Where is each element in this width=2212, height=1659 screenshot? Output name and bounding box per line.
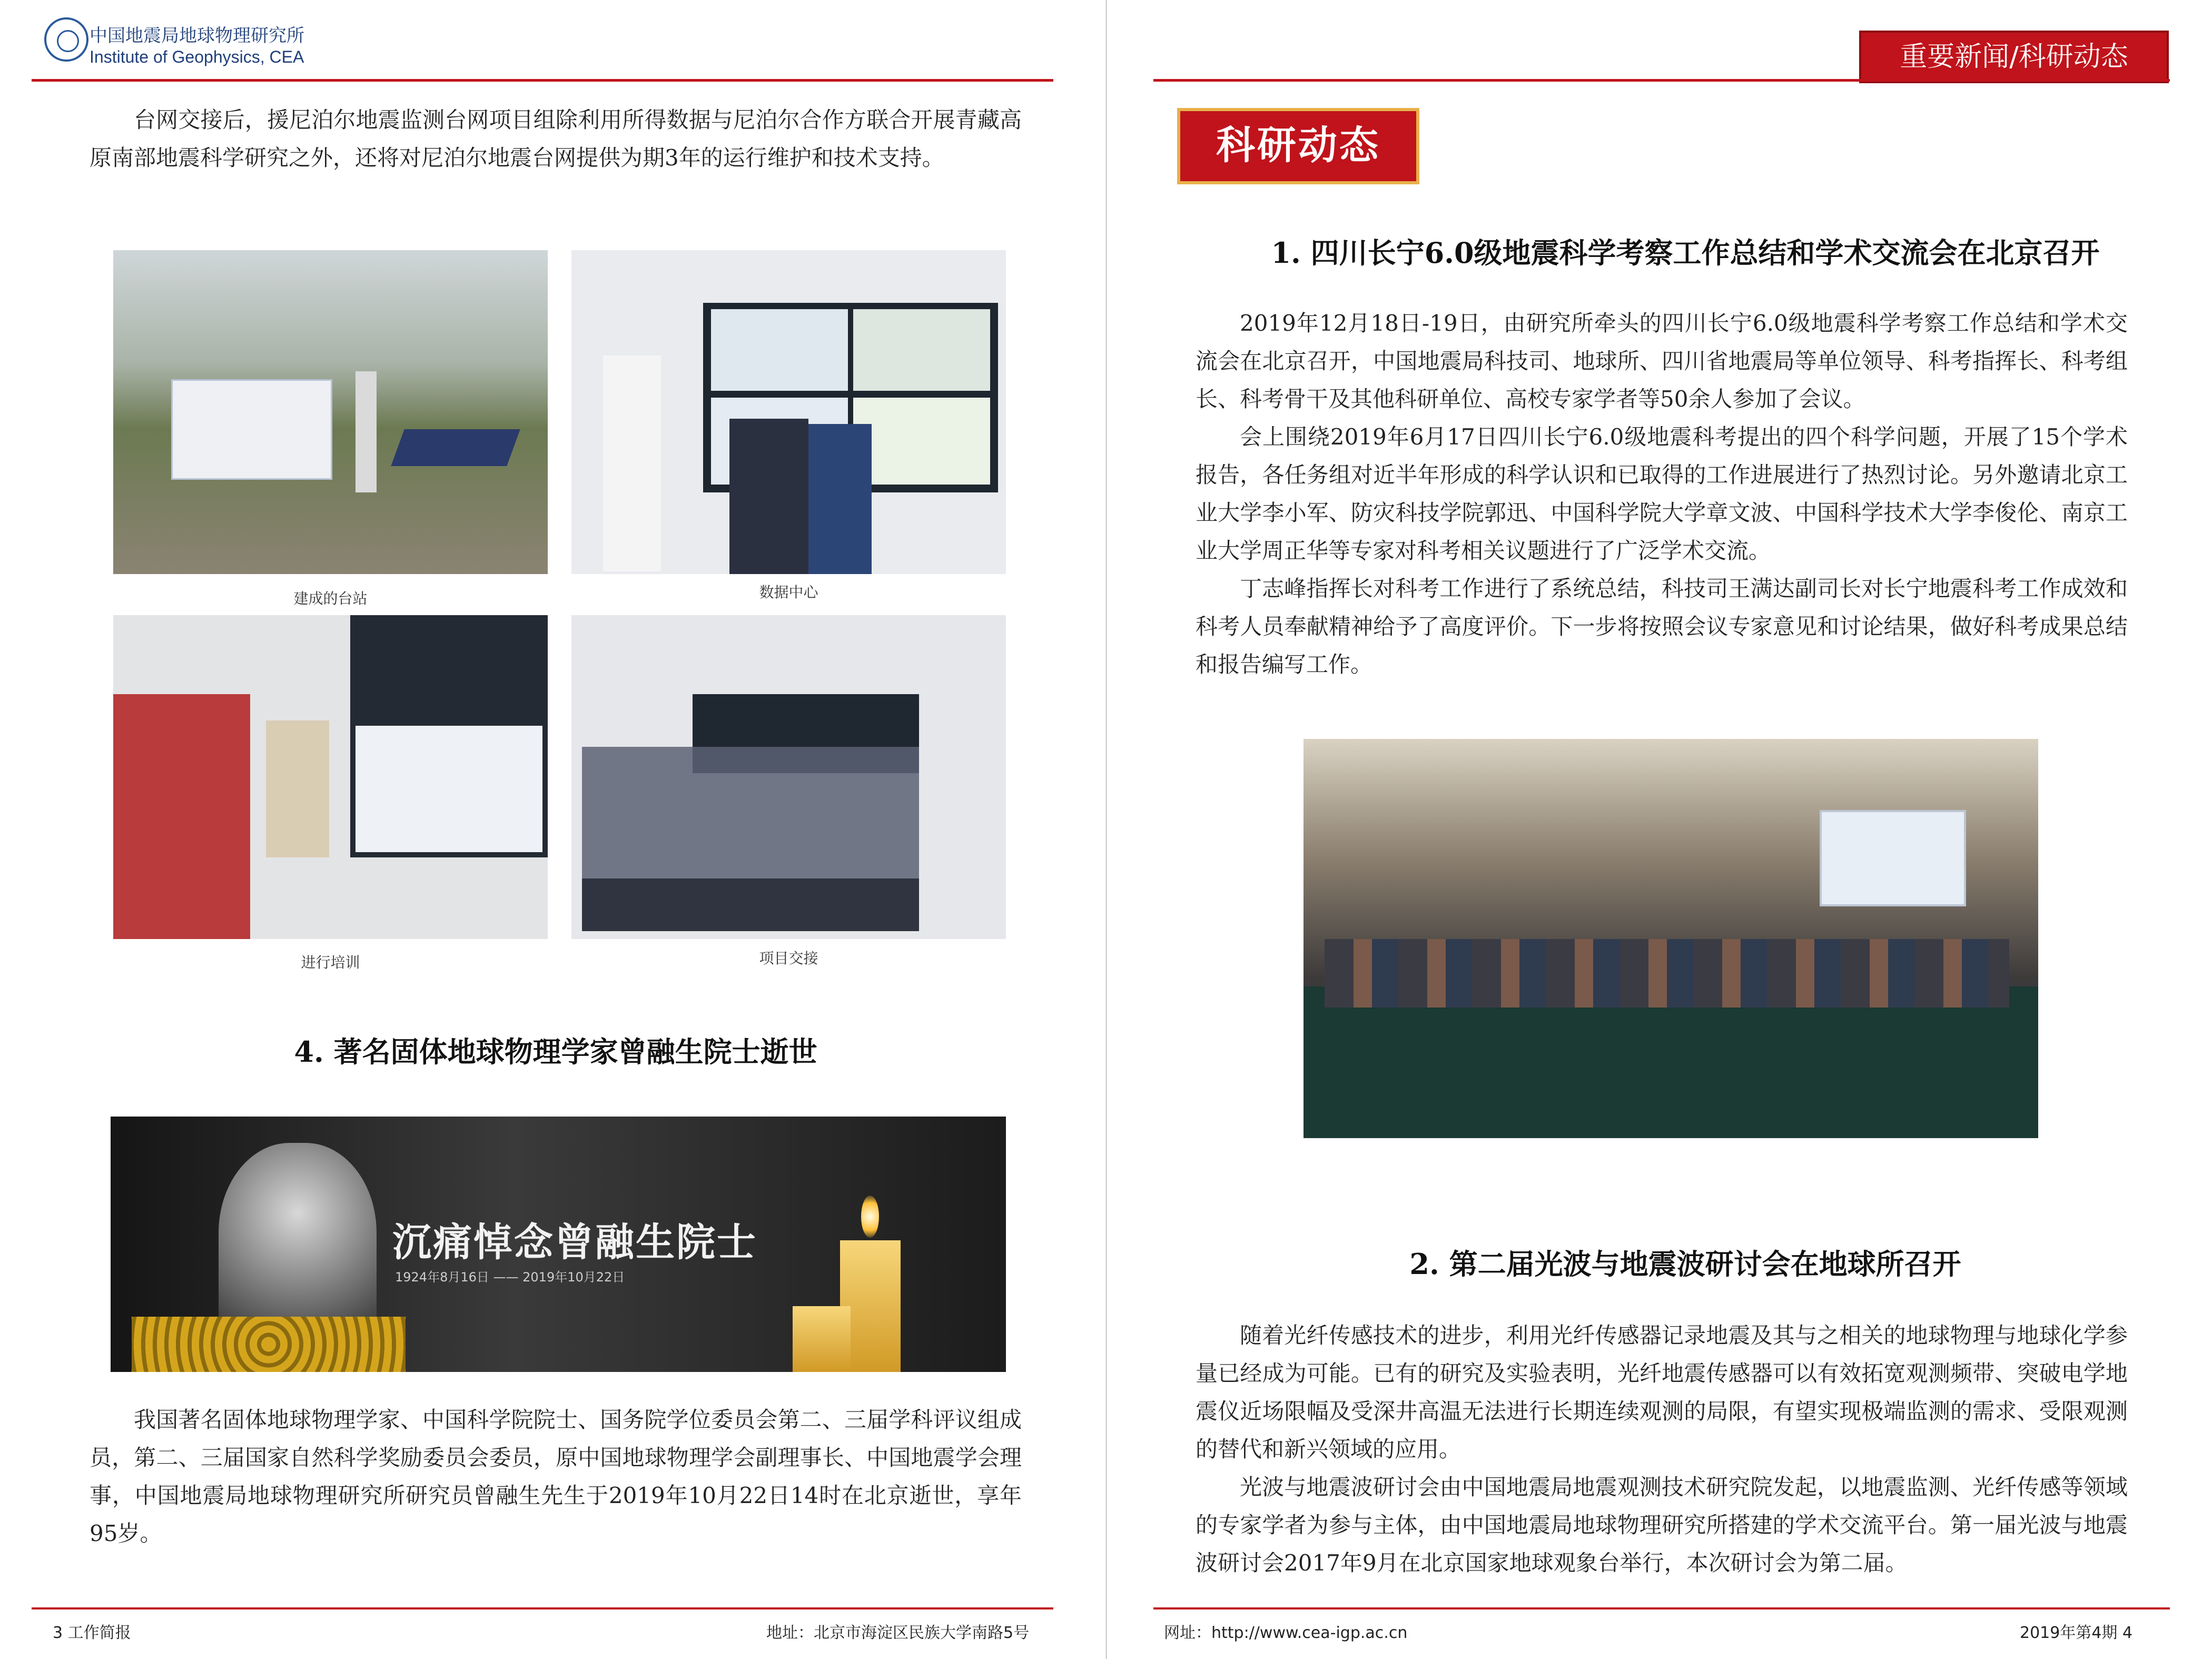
article1-body <box>1196 304 2128 684</box>
section-tag <box>1859 31 2169 83</box>
section4-title: 4. 著名固体地球物理学家曾融生院士逝世 <box>294 1035 817 1069</box>
candle-small-icon <box>793 1306 851 1372</box>
org-name-en: Institute of Geophysics, CEA <box>90 47 304 66</box>
footer-page-number: 3 工作简报 <box>53 1624 131 1642</box>
header-divider <box>32 79 1053 82</box>
org-name-cn: 中国地震局地球物理研究所 <box>90 25 304 46</box>
obituary-paragraph: 我国著名固体地球物理学家、中国科学院院士、国务院学位委员会第二、三届学科评议组成员，第二、三届国家自然科学奖励委员会委员，原中国地球物理学会副理事长、中国地震学会理事，中国地震局地球物理研究所研究员曾融生先生于2019年10月22日14时在北京逝世，享年95岁。 <box>90 1407 1022 1546</box>
photo-project-handover <box>571 615 1006 939</box>
photo-completed-station <box>113 250 548 574</box>
section-tag-label: 重要新闻/科研动态 <box>1900 41 2128 73</box>
memorial-banner <box>111 1117 1006 1372</box>
article2-paragraph: 随着光纤传感技术的进步，利用光纤传感器记录地震及其与之相关的地球物理与地球化学参量已经成为可能。已有的研究及实验表明，光纤地震传感器可以有效拓宽观测频带、突破电学地震仪近场限幅及受深井高温无法进行长期连续观测的局限，有望实现极端监测的需求、受限观测的替代和新兴领域的应用。 <box>1196 1322 2128 1462</box>
caption-project-handover: 项目交接 <box>759 950 818 967</box>
photo-meeting <box>1303 739 2038 1138</box>
research-banner <box>1177 108 1419 184</box>
intro-paragraph: 台网交接后，援尼泊尔地震监测台网项目组除利用所得数据与尼泊尔合作方联合开展青藏高原南部地震科学研究之外，还将对尼泊尔地震台网提供为期3年的运行维护和技术支持。 <box>90 107 1022 171</box>
footer-url: 网址：http://www.cea-igp.ac.cn <box>1164 1624 1408 1642</box>
footer-page-number-right: 2019年第4期 4 <box>2020 1624 2133 1642</box>
flower-decoration-icon <box>132 1317 406 1372</box>
institute-logo-icon <box>44 17 88 62</box>
article1-title: 1. 四川长宁6.0级地震科学考察工作总结和学术交流会在北京召开 <box>1271 236 2100 270</box>
article1-paragraph: 丁志峰指挥长对科考工作进行了系统总结，科技司王满达副司长对长宁地震科考工作成效和科考人员奉献精神给予了高度评价。下一步将按照会议专家意见和讨论结果，做好科考成果总结和报告编写工作。 <box>1196 576 2128 677</box>
caption-training: 进行培训 <box>301 954 360 971</box>
photo-training <box>113 615 548 939</box>
flame-icon <box>861 1196 879 1238</box>
caption-completed-station: 建成的台站 <box>293 590 368 607</box>
projector-screen <box>1820 810 1966 906</box>
article2-body <box>1196 1317 2128 1582</box>
research-banner-label: 科研动态 <box>1216 123 1380 168</box>
footer-divider <box>32 1607 1053 1609</box>
footer-divider-right <box>1153 1607 2170 1609</box>
article2-paragraph: 光波与地震波研讨会由中国地震局地震观测技术研究院发起，以地震监测、光纤传感等领域的专家学者为参与主体，由中国地震局地球物理研究所搭建的学术交流平台。第一届光波与地震波研讨会2017年9月在北京国家地球观象台举行，本次研讨会为第二届。 <box>1196 1474 2128 1576</box>
memorial-dates: 1924年8月16日 —— 2019年10月22日 <box>395 1270 625 1285</box>
caption-data-center: 数据中心 <box>759 584 818 601</box>
portrait-image <box>219 1143 377 1343</box>
header-divider-right <box>1153 79 2170 82</box>
article1-paragraph: 会上围绕2019年6月17日四川长宁6.0级地震科考提出的四个科学问题，开展了15个学术报告，各任务组对近半年形成的科学认识和已取得的工作进展进行了热烈讨论。另外邀请北京工业大学李小军、防灾科技学院郭迅、中国科学院大学章文波、中国科学技术大学李俊伦、南京工业大学周正华等专家对科考相关议题进行了广泛学术交流。 <box>1196 424 2128 564</box>
photo-data-center <box>571 250 1006 574</box>
article2-title: 2. 第二届光波与地震波研讨会在地球所召开 <box>1409 1247 1961 1281</box>
memorial-title: 沉痛悼念曾融生院士 <box>392 1220 757 1265</box>
article1-paragraph: 2019年12月18日-19日，由研究所牵头的四川长宁6.0级地震科学考察工作总结和学术交流会在北京召开，中国地震局科技司、地球所、四川省地震局等单位领导、科考指挥长、科考组长、科考骨干及其他科研单位、高校专家学者等50余人参加了会议。 <box>1196 310 2128 412</box>
footer-address: 地址：北京市海淀区民族大学南路5号 <box>766 1624 1030 1642</box>
